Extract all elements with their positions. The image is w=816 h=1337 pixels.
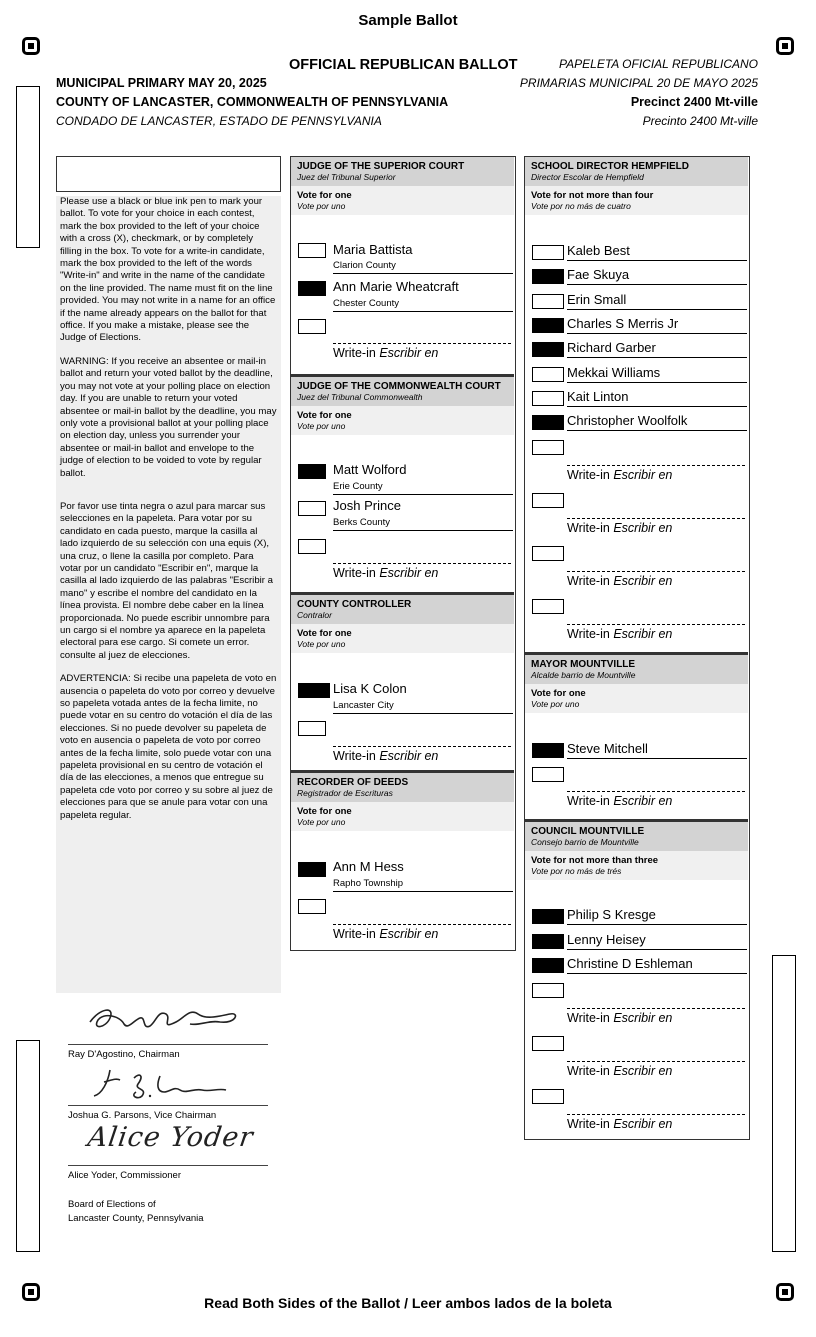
candidate-line bbox=[333, 273, 513, 274]
vote-oval[interactable] bbox=[532, 391, 564, 406]
vote-oval[interactable] bbox=[532, 367, 564, 382]
candidate-line bbox=[567, 924, 747, 925]
signature-line bbox=[68, 1044, 268, 1045]
side-bar bbox=[772, 955, 796, 1252]
candidate-name: Ann M Hess bbox=[333, 859, 404, 874]
contest-header bbox=[291, 157, 514, 186]
vote-oval[interactable] bbox=[532, 342, 564, 357]
contest-county-controller bbox=[291, 592, 514, 771]
candidate-name: Kait Linton bbox=[567, 389, 629, 404]
signature-1 bbox=[80, 1000, 250, 1040]
vote-for-label-es: Vote por uno bbox=[531, 699, 580, 709]
candidate-line bbox=[567, 260, 747, 261]
write-in-line[interactable] bbox=[567, 465, 745, 466]
contest-title-es: Juez del Tribunal Commonwealth bbox=[297, 392, 423, 402]
candidate-line bbox=[567, 430, 747, 431]
contest-header bbox=[525, 157, 748, 186]
contest-judge-superior bbox=[291, 157, 514, 373]
write-in-label: Write-in Escribir en bbox=[567, 1117, 673, 1131]
write-in-line[interactable] bbox=[567, 518, 745, 519]
vote-oval[interactable] bbox=[532, 958, 564, 973]
write-in-line[interactable] bbox=[567, 624, 745, 625]
contest-title: JUDGE OF THE COMMONWEALTH COURT bbox=[297, 381, 501, 392]
write-in-line[interactable] bbox=[567, 791, 745, 792]
write-in-label: Write-in Escribir en bbox=[333, 749, 439, 763]
precinct: Precinct 2400 Mt-ville bbox=[630, 95, 758, 109]
warning-es: ADVERTENCIA: Si recibe una papeleta de voto en ausencia o papeleta do voto por correo y devuelve so papeleta votada antes de la fecha limite, no puede votar en su centro do votación el día de las elecciones. Si no puede devolver su papeleta de voto en ausencia o papeleta de voto por correo antes de la fecha limite, solo puede votar con una papeleta provisional en su centro de votación el día de las elecciones, a menos que entregue su papeleta cde voto por correo y su sobre al juez de elecciones para que se anule para votar con una papeleta regular. bbox=[60, 673, 277, 821]
contest-title: SCHOOL DIRECTOR HEMPFIELD bbox=[531, 161, 689, 172]
write-in-oval[interactable] bbox=[298, 899, 326, 914]
candidate-line bbox=[333, 494, 513, 495]
vote-for-label-es: Vote por no más de cuatro bbox=[531, 201, 631, 211]
vote-for-label-es: Vote por uno bbox=[297, 817, 346, 827]
write-in-line[interactable] bbox=[567, 571, 745, 572]
vote-oval[interactable] bbox=[532, 318, 564, 333]
write-in-line[interactable] bbox=[333, 924, 511, 925]
candidate-county: Berks County bbox=[333, 517, 391, 528]
write-in-line[interactable] bbox=[567, 1061, 745, 1062]
candidate-line bbox=[333, 530, 513, 531]
signer-1-name: Ray D'Agostino, Chairman bbox=[68, 1049, 180, 1060]
candidate-line bbox=[333, 891, 513, 892]
timing-mark bbox=[776, 37, 794, 55]
write-in-label: Write-in Escribir en bbox=[567, 627, 673, 641]
vote-instruction bbox=[525, 186, 748, 215]
signature-3: Alice Yoder bbox=[85, 1122, 256, 1153]
primary-date: MUNICIPAL PRIMARY MAY 20, 2025 bbox=[56, 76, 267, 90]
candidate-name: Matt Wolford bbox=[333, 462, 407, 477]
contest-title-es: Contralor bbox=[297, 610, 332, 620]
candidate-name: Christine D Eshleman bbox=[567, 956, 693, 971]
write-in-line[interactable] bbox=[333, 563, 511, 564]
write-in-label: Write-in Escribir en bbox=[333, 346, 439, 360]
contest-title: JUDGE OF THE SUPERIOR COURT bbox=[297, 161, 465, 172]
candidate-county: Clarion County bbox=[333, 260, 396, 271]
vote-instruction bbox=[291, 624, 514, 653]
signer-2-name: Joshua G. Parsons, Vice Chairman bbox=[68, 1110, 217, 1121]
candidate-line bbox=[567, 309, 747, 310]
contest-header bbox=[291, 773, 514, 802]
candidate-line bbox=[567, 949, 747, 950]
contest-header bbox=[291, 377, 514, 406]
candidate-line bbox=[567, 406, 747, 407]
contest-title-es: Director Escolar de Hempfield bbox=[531, 172, 644, 182]
write-in-oval[interactable] bbox=[532, 493, 564, 508]
vote-instruction bbox=[291, 186, 514, 215]
candidate-name: Lenny Heisey bbox=[567, 932, 646, 947]
vote-oval[interactable] bbox=[532, 743, 564, 758]
vote-oval[interactable] bbox=[298, 862, 326, 877]
write-in-label: Write-in Escribir en bbox=[567, 794, 673, 808]
write-in-label: Write-in Escribir en bbox=[567, 468, 673, 482]
contest-mayor bbox=[525, 652, 748, 821]
county-line: COUNTY OF LANCASTER, COMMONWEALTH OF PENNSYLVANIA bbox=[56, 95, 449, 109]
vote-for-label: Vote for one bbox=[531, 688, 586, 699]
vote-oval[interactable] bbox=[532, 269, 564, 284]
vote-instruction bbox=[525, 684, 748, 713]
contest-title-es: Consejo barrio de Mountville bbox=[531, 837, 639, 847]
vote-oval[interactable] bbox=[298, 281, 326, 296]
vote-instruction bbox=[525, 851, 748, 880]
timing-mark bbox=[22, 37, 40, 55]
candidate-name: Josh Prince bbox=[333, 498, 401, 513]
vote-oval[interactable] bbox=[298, 683, 330, 698]
contest-title-es: Registrador de Escrituras bbox=[297, 788, 393, 798]
instructions-en: Please use a black or blue ink pen to mark your ballot. To vote for your choice in each contest, mark the box provided to the left of your choice with a cross (X), checkmark, or by completely filling in the box. To vote for a write-in candidate, mark the box provided to the left of the words "Write-in" and write in the name of the candidate on the line provided. The name must fit on the line provided. You may not write in a name for an office if the name already appears on the ballot for that office. If you make a mistake, please see the Judge of Elections. bbox=[60, 196, 276, 344]
vote-instruction bbox=[291, 406, 514, 435]
ballot-stub-box bbox=[56, 156, 281, 192]
write-in-oval[interactable] bbox=[532, 767, 564, 782]
signer-3-name: Alice Yoder, Commissioner bbox=[68, 1170, 181, 1181]
vote-for-label: Vote for one bbox=[297, 410, 352, 421]
board-line-1: Board of Elections of bbox=[68, 1199, 156, 1210]
vote-for-label: Vote for one bbox=[297, 190, 352, 201]
contest-header bbox=[525, 822, 748, 851]
vote-oval[interactable] bbox=[532, 909, 564, 924]
candidate-name: Kaleb Best bbox=[567, 243, 630, 258]
candidate-name: Richard Garber bbox=[567, 340, 656, 355]
warning-en: WARNING: If you receive an absentee or mail-in ballot and return your voted ballot by the deadline, you may not vote at your polling place on election day. If you are unable to return your voted absentee or mail-in ballot by the deadline, you may only vote a provisional ballot at your polling place on election day, unless you surrender your absentee or mail-in ballot and envelope to the judge of election to be voided to vote by regular ballot. bbox=[60, 355, 277, 479]
vote-for-label: Vote for not more than three bbox=[531, 855, 659, 866]
candidate-line bbox=[333, 713, 513, 714]
write-in-label: Write-in Escribir en bbox=[567, 574, 673, 588]
write-in-oval[interactable] bbox=[532, 440, 564, 455]
vote-oval[interactable] bbox=[532, 934, 564, 949]
write-in-oval[interactable] bbox=[298, 539, 326, 554]
contest-title: COUNTY CONTROLLER bbox=[297, 599, 412, 610]
signature-line bbox=[68, 1165, 268, 1166]
vote-oval[interactable] bbox=[298, 243, 326, 258]
candidate-name: Mekkai Williams bbox=[567, 365, 661, 380]
contest-header bbox=[525, 655, 748, 684]
vote-oval[interactable] bbox=[532, 245, 564, 260]
write-in-label: Write-in Escribir en bbox=[567, 1064, 673, 1078]
contest-judge-commonwealth bbox=[291, 374, 514, 595]
vote-for-label: Vote for one bbox=[297, 628, 352, 639]
write-in-oval[interactable] bbox=[532, 983, 564, 998]
contest-title-es: Alcalde barrio de Mountville bbox=[531, 670, 636, 680]
write-in-oval[interactable] bbox=[532, 1036, 564, 1051]
contest-header bbox=[291, 595, 514, 624]
candidate-county: Erie County bbox=[333, 481, 383, 492]
contest-title: MAYOR MOUNTVILLE bbox=[531, 659, 636, 670]
primary-date-es: PRIMARIAS MUNICIPAL 20 DE MAYO 2025 bbox=[519, 76, 758, 90]
signature-2 bbox=[90, 1062, 240, 1104]
candidate-county: Lancaster City bbox=[333, 700, 394, 711]
candidate-county: Rapho Township bbox=[333, 878, 404, 889]
ballot-title: OFFICIAL REPUBLICAN BALLOT bbox=[289, 57, 518, 73]
side-bar bbox=[16, 86, 40, 248]
candidate-name: Steve Mitchell bbox=[567, 741, 648, 756]
write-in-oval[interactable] bbox=[298, 319, 326, 334]
candidate-line bbox=[333, 311, 513, 312]
write-in-line[interactable] bbox=[567, 1114, 745, 1115]
ballot-title-es: PAPELETA OFICIAL REPUBLICANO bbox=[559, 57, 758, 71]
side-bar bbox=[16, 1040, 40, 1252]
write-in-label: Write-in Escribir en bbox=[333, 566, 439, 580]
candidate-name: Fae Skuya bbox=[567, 267, 630, 282]
write-in-label: Write-in Escribir en bbox=[567, 521, 673, 535]
candidate-name: Philip S Kresge bbox=[567, 907, 656, 922]
write-in-label: Write-in Escribir en bbox=[333, 927, 439, 941]
write-in-line[interactable] bbox=[567, 1008, 745, 1009]
contest-title-es: Juez del Tribunal Superior bbox=[297, 172, 396, 182]
write-in-label: Write-in Escribir en bbox=[567, 1011, 673, 1025]
instructions-panel bbox=[56, 196, 281, 993]
write-in-oval[interactable] bbox=[298, 721, 326, 736]
candidate-name: Charles S Merris Jr bbox=[567, 316, 679, 331]
write-in-oval[interactable] bbox=[532, 599, 564, 614]
candidate-name: Christopher Woolfolk bbox=[567, 413, 688, 428]
candidate-line bbox=[567, 284, 747, 285]
contest-council bbox=[525, 819, 748, 1140]
contest-column-2 bbox=[524, 156, 750, 1140]
contest-school-director bbox=[525, 157, 748, 652]
candidate-name: Lisa K Colon bbox=[333, 681, 407, 696]
candidate-line bbox=[567, 357, 747, 358]
precinct-es: Precinto 2400 Mt-ville bbox=[642, 114, 758, 128]
instructions-es: Por favor use tinta negra o azul para marcar sus selecciones en la papeleta. Para votar por su candidato en cada puesto, marque la casilla al lado izquierdo de su selección con una equis (X), una cruz, o llene la casilla por completo. Para votar por un candidato "Escribir en", marque la casilla al lado izquierdo de las palabras "Escribir a mano" y escribe el nombre del candidato en la línea provista. El nombre debe caber en la línea proporcionada. No puede escribir unnombre para un cargo si el nombre ya aparece en la papeleta electoral para ese cargo. Si comete un error. consulte al juez de elecciones. bbox=[60, 500, 273, 661]
vote-instruction bbox=[291, 802, 514, 831]
candidate-name: Maria Battista bbox=[333, 242, 413, 257]
write-in-oval[interactable] bbox=[532, 546, 564, 561]
candidate-line bbox=[567, 382, 747, 383]
footer-note: Read Both Sides of the Ballot / Leer ambos lados de la boleta bbox=[204, 1295, 612, 1311]
contest-recorder-of-deeds bbox=[291, 770, 514, 951]
candidate-county: Chester County bbox=[333, 298, 400, 309]
contest-column-1 bbox=[290, 156, 516, 951]
vote-for-label: Vote for not more than four bbox=[531, 190, 654, 201]
vote-for-label: Vote for one bbox=[297, 806, 352, 817]
vote-oval[interactable] bbox=[532, 294, 564, 309]
vote-for-label-es: Vote por uno bbox=[297, 421, 346, 431]
vote-for-label-es: Vote por no más de trés bbox=[531, 866, 622, 876]
candidate-name: Ann Marie Wheatcraft bbox=[333, 279, 459, 294]
candidate-name: Erin Small bbox=[567, 292, 627, 307]
page-title: Sample Ballot bbox=[358, 12, 458, 29]
contest-title: COUNCIL MOUNTVILLE bbox=[531, 826, 645, 837]
candidate-line bbox=[567, 973, 747, 974]
vote-oval[interactable] bbox=[298, 464, 326, 479]
vote-oval[interactable] bbox=[298, 501, 326, 516]
vote-oval[interactable] bbox=[532, 415, 564, 430]
vote-for-label-es: Vote por uno bbox=[297, 639, 346, 649]
county-line-es: CONDADO DE LANCASTER, ESTADO DE PENNSYLVANIA bbox=[56, 114, 382, 128]
candidate-line bbox=[567, 758, 747, 759]
candidate-line bbox=[567, 333, 747, 334]
board-line-2: Lancaster County, Pennsylvania bbox=[68, 1213, 204, 1224]
write-in-oval[interactable] bbox=[532, 1089, 564, 1104]
signature-line bbox=[68, 1105, 268, 1106]
contest-title: RECORDER OF DEEDS bbox=[297, 777, 409, 788]
write-in-line[interactable] bbox=[333, 343, 511, 344]
write-in-line[interactable] bbox=[333, 746, 511, 747]
vote-for-label-es: Vote por uno bbox=[297, 201, 346, 211]
